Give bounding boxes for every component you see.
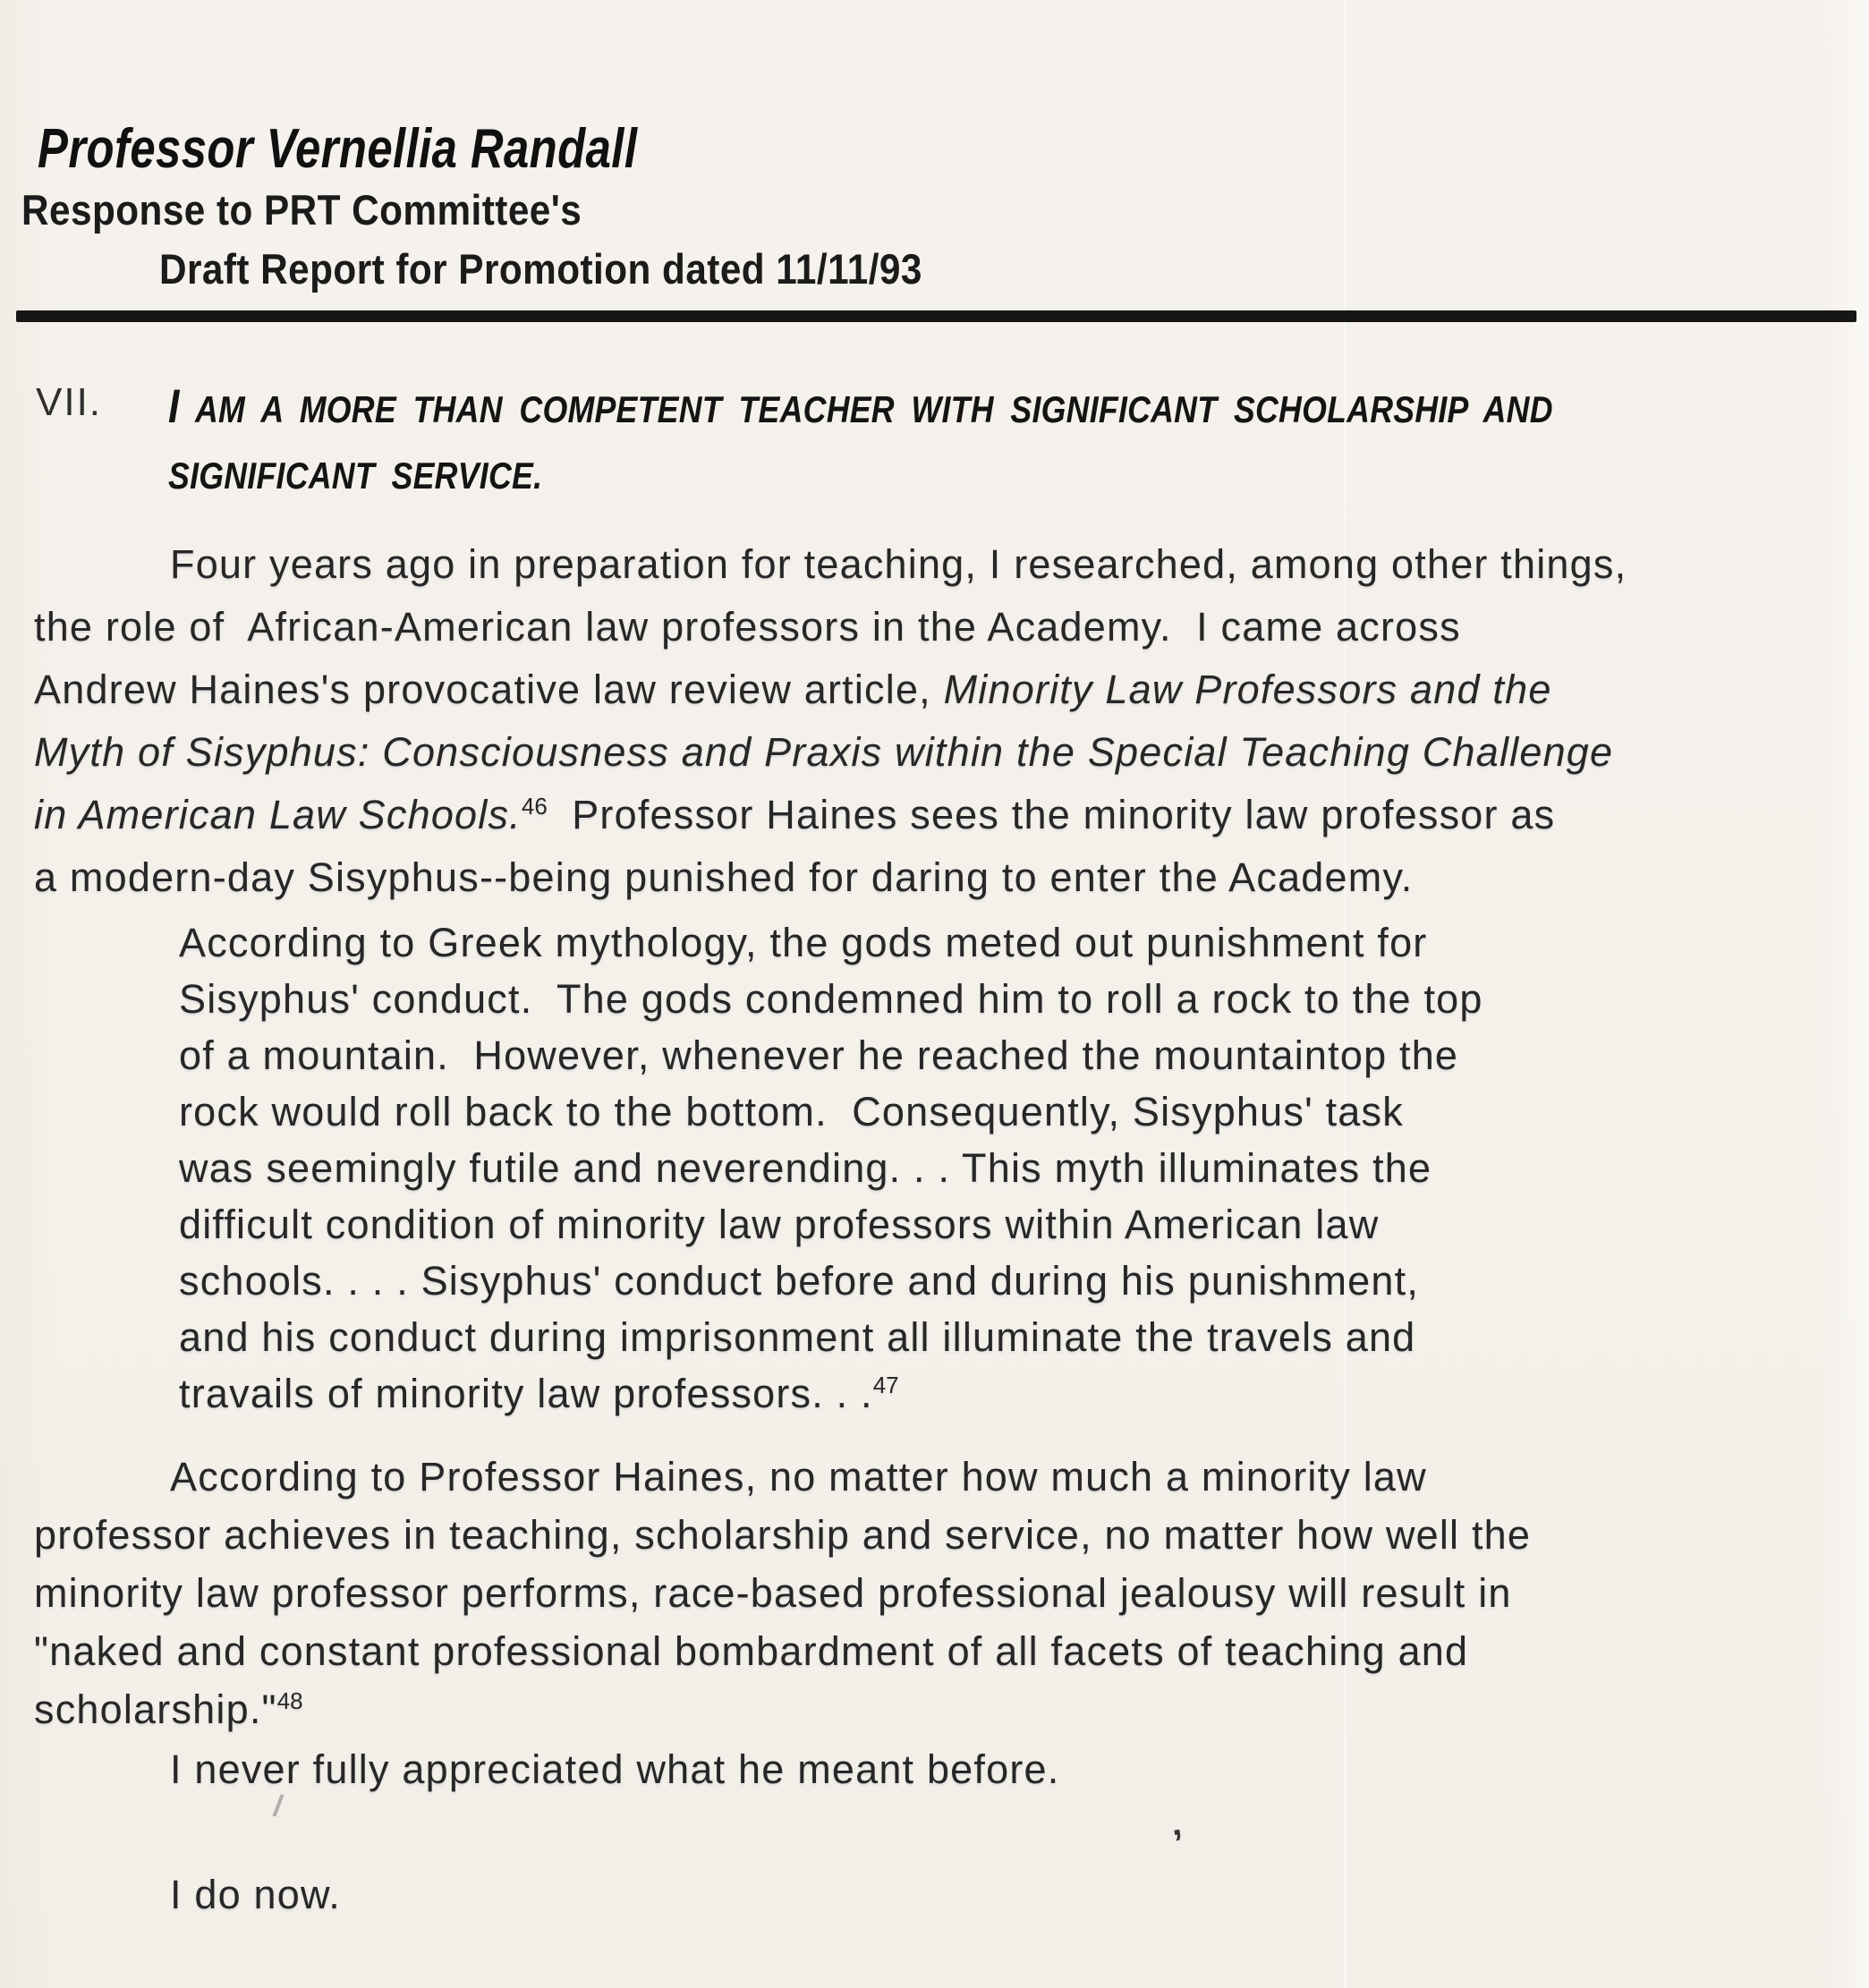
text-segment: difficult condition of minority law professors within American law xyxy=(179,1202,1380,1247)
text-segment: scholarship." xyxy=(34,1686,277,1732)
text-segment: VII. xyxy=(36,380,103,424)
text-line xyxy=(34,1448,1531,1506)
text-segment: in American Law Schools. xyxy=(34,792,522,837)
closing-line-2 xyxy=(170,1868,341,1922)
block-quote xyxy=(179,914,1483,1422)
footnote-ref: 47 xyxy=(872,1372,899,1398)
text-line xyxy=(168,443,1553,509)
text-line xyxy=(38,118,637,181)
text-segment: rock would roll back to the bottom. Consequently, Sisyphus' task xyxy=(179,1089,1404,1134)
closing-line-1 xyxy=(170,1743,1059,1797)
text-line xyxy=(36,379,102,426)
text-line xyxy=(170,1743,1059,1797)
text-line xyxy=(179,1365,1483,1422)
text-segment: schools. . . . Sisyphus' conduct before and during his punishment, xyxy=(179,1258,1420,1304)
paragraph-2 xyxy=(34,1448,1531,1738)
text-segment: According to Greek mythology, the gods meted out punishment for xyxy=(179,920,1428,965)
text-line xyxy=(159,243,922,295)
text-line xyxy=(170,1868,341,1922)
text-line xyxy=(179,914,1483,971)
text-segment: Sisyphus' conduct. The gods condemned him to roll a rock to the top xyxy=(179,976,1483,1022)
section-heading xyxy=(168,374,1553,509)
text-line xyxy=(34,533,1627,596)
text-segment: was seemingly futile and neverending. . . This myth illuminates the xyxy=(179,1145,1432,1191)
header-rule xyxy=(16,310,1856,322)
text-segment: and his conduct during imprisonment all illuminate the travels and xyxy=(179,1314,1416,1360)
footnote-ref: 48 xyxy=(276,1687,303,1714)
text-segment: of a mountain. However, whenever he reached the mountaintop the xyxy=(179,1032,1459,1078)
text-segment: professor achieves in teaching, scholarship and service, no matter how well the xyxy=(34,1512,1532,1558)
stray-scan-mark: / xyxy=(270,1788,285,1824)
text-segment: a modern-day Sisyphus--being punished for daring to enter the Academy. xyxy=(34,854,1414,900)
text-line xyxy=(34,721,1627,784)
text-segment: travails of minority law professors. . . xyxy=(179,1371,873,1416)
text-line xyxy=(179,1309,1483,1365)
text-segment: Professor Vernellia Randall xyxy=(38,118,638,180)
text-line xyxy=(34,1506,1531,1564)
text-line xyxy=(179,1253,1483,1309)
text-segment: SIGNIFICANT SERVICE. xyxy=(168,455,543,497)
text-line xyxy=(34,846,1627,909)
footnote-ref: 46 xyxy=(521,793,548,820)
text-line xyxy=(21,184,582,236)
text-segment: Professor Haines sees the minority law professor as xyxy=(547,792,1556,837)
text-segment: Minority Law Professors and the xyxy=(943,667,1552,712)
header-response xyxy=(21,184,582,236)
text-line xyxy=(34,1564,1531,1622)
text-line xyxy=(179,1140,1483,1196)
header-name xyxy=(38,118,637,181)
text-line xyxy=(34,1622,1531,1680)
text-segment: the role of African-American law professors in the Academy. I came across xyxy=(34,604,1461,650)
text-segment: Myth of Sisyphus: Consciousness and Praxis within the Special Teaching Challenge xyxy=(34,729,1614,775)
text-segment: "naked and constant professional bombardment of all facets of teaching and xyxy=(34,1628,1469,1674)
header-draft xyxy=(159,243,922,295)
text-line xyxy=(34,658,1627,721)
text-segment: According to Professor Haines, no matter how much a minority law xyxy=(170,1454,1427,1499)
text-segment: I AM A MORE THAN COMPETENT TEACHER WITH SIGNIFICANT SCHOLARSHIP AND xyxy=(168,380,1553,433)
text-line xyxy=(179,1027,1483,1083)
text-line xyxy=(179,1196,1483,1253)
text-segment: Andrew Haines's provocative law review article, xyxy=(34,667,944,712)
section-number xyxy=(36,379,102,426)
text-line xyxy=(179,1083,1483,1140)
text-segment: I never fully appreciated what he meant before. xyxy=(170,1746,1060,1792)
text-segment: I do now. xyxy=(170,1872,341,1917)
text-line xyxy=(34,784,1627,846)
stray-scan-mark: ’ xyxy=(1169,1821,1188,1865)
text-line xyxy=(168,374,1553,443)
text-segment: Draft Report for Promotion dated 11/11/93 xyxy=(159,245,922,293)
text-segment: Four years ago in preparation for teaching, I researched, among other things, xyxy=(170,541,1627,587)
text-segment: minority law professor performs, race-based professional jealousy will result in xyxy=(34,1570,1512,1616)
text-line xyxy=(34,1680,1531,1738)
text-line xyxy=(34,596,1627,658)
text-line xyxy=(179,971,1483,1027)
text-segment: Response to PRT Committee's xyxy=(21,186,582,234)
paragraph-1 xyxy=(34,533,1627,909)
